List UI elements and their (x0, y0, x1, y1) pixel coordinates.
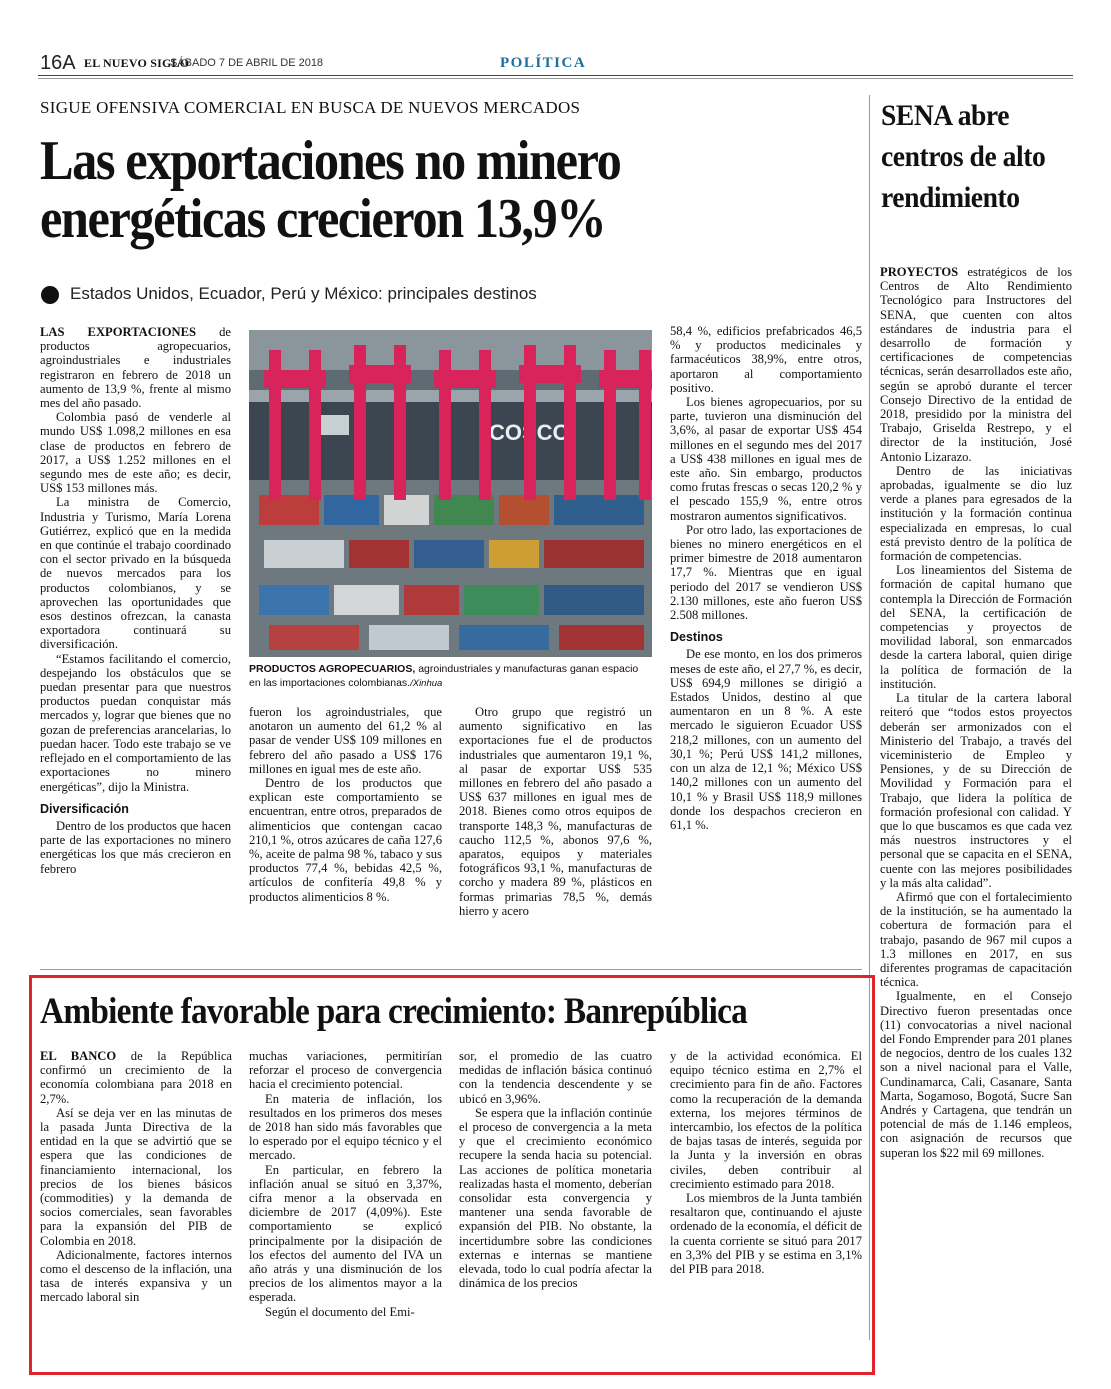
main-col2-p1: fueron los agroindustriales, que anotaron un aumento del 61,2 % al pasar de vender US$ 109 millones en febrero del año pasado a US$ 176 millones en igual mes de este año. (249, 705, 442, 776)
sena-p1-text: estratégicos de los Centros de Alto Rendimiento Tecnológico para Instructores del SENA, que cuenten con altos estándares de industria para el desarrollo de formación y certificaciones de competencias técnicas, serán desarrollados este año, según se aprobó durante el tercer Consejo Directivo de la entidad de 2018, presidido por la ministra del Trabajo, Griselda Restrepo, y el director de la institución, José Antonio Lizarazo. (880, 265, 1072, 464)
sena-body (880, 265, 1072, 1160)
bullet-icon (41, 286, 59, 304)
port-container-photo (249, 330, 652, 657)
ban-lead: EL BANCO (40, 1049, 117, 1063)
ban-column-2 (249, 1049, 442, 1319)
main-col1-p2: Colombia pasó de venderle al mundo US$ 1.098,2 millones en esa clase de productos en febrero de 2017, a US$ 1.252 millones en el segundo mes de este año; es decir, US$ 153 millones más. (40, 410, 231, 496)
ban-col1-p2: Así se deja ver en las minutas de la pasada Junta Directiva de la entidad en la que se advirtió que se espera que las condiciones de financiamiento internacional, los precios de los bienes básicos (commodities) y la demanda de socios comerciales, sean favorables para la expansión del PIB de Colombia en 2018. (40, 1105, 232, 1248)
main-col4-p3: Por otro lado, las exportaciones de bienes no minero energéticos en el primer bimestre de 2018 aumentaron 17,7 %. Mientras que en igual periodo del 2017 se vendieron US$ 2.130 millones, este año fueron US$ 2.508 millones. (670, 522, 862, 623)
subhead-destinos: Destinos (670, 630, 723, 645)
caption-text: agroindustriales y manufacturas ganan espacio en las importaciones colombianas. (249, 663, 639, 689)
header-rule-secondary (38, 78, 1073, 79)
article-kicker: SIGUE OFENSIVA COMERCIAL EN BUSCA DE NUEVOS MERCADOS (40, 98, 581, 117)
caption-lead: PRODUCTOS AGROPECUARIOS, (249, 663, 416, 675)
issue-date: SÁBADO 7 DE ABRIL DE 2018 (170, 57, 324, 69)
banrepublica-headline: Ambiente favorable para crecimiento: Banrepública (40, 991, 748, 1032)
ban-col3-p1: sor, el promedio de las cuatro medidas de inflación básica continuó con la tendencia descendente y se ubicó en 3,96%. (459, 1049, 652, 1106)
main-column-1 (40, 325, 231, 876)
ban-col2-p1: muchas variaciones, permitirían reforzar el proceso de convergencia hacia el crecimiento potencial. (249, 1049, 442, 1092)
sena-lead: PROYECTOS (880, 265, 959, 279)
article-headline: Las exportaciones no minero energéticas crecieron 13,9% (40, 130, 621, 250)
header-rule (38, 75, 1073, 76)
main-col4-p4: De ese monto, en los dos primeros meses de este año, el 27,7 %, es decir, US$ 694,9 millones se dirigió a Estados Unidos, destino al que aumentaron en un 8 %. A este mercado le siguieron Ecuador US$ 218,2 millones, con un aumento del 30,1 %; Perú US$ 141,2 millones, con un alza de 12,1 %; México US$ 140,2 millones con un aumento del 10,1 % y Brasil US$ 118,9 millones donde los despachos crecieron en 61,1 %. (670, 647, 862, 832)
ban-col4-p1: y de la actividad económica. El equipo técnico estima en 2,7% el crecimiento para fin de año. Factores como la recuperación de la demanda externa, los mejores términos de intercambio, los efectos de la política de bajas tasas de interés, seguida por la Junta y la inversión en obras civiles, deben contribuir al crecimiento estimado para 2018. (670, 1049, 862, 1191)
main-column-3 (459, 705, 652, 918)
main-col1-p3: La ministra de Comercio, Industria y Turismo, María Lorena Gutiérrez, explicó que en la medida en que continúe el trabajo coordinado con el sector privado en la búsqueda de nuevos mercados para los productos colombianos, y se aprovechen las oportunidades que esos destinos ofrezcan, la canasta exportadora continuará su diversificación. (40, 495, 231, 652)
page-number: 16A (40, 52, 76, 74)
main-column-2 (249, 705, 442, 904)
sena-p6: Igualmente, en el Consejo Directivo fueron presentadas once (11) convocatorias a nivel nacional del Fondo Emprender para 201 planes de negocios, dentro de los cuales 132 son a nivel nacional para el Valle, Cundinamarca, Cali, Casanare, Santa Marta, Sogamoso, Bogotá, Sucre San Andrés y Cartagena, que tendrán un potencial de más de 1.146 empleos, con asignación de recursos que superan los $22 mil 69 millones. (880, 989, 1072, 1160)
ban-col3-p2: Se espera que la inflación continúe el proceso de convergencia a la meta y que el crecimiento económico recupere la senda hacia su potencial. Las acciones de política monetaria realizadas hasta el momento, deberían consolidar esta convergencia y mantener una senda favorable de expansión del PIB. No obstante, la incertidumbre sobre las condiciones externas e internas se mantiene elevada, todo lo cual podría afectar la dinámica de los precios (459, 1105, 652, 1291)
main-col1-p5: Dentro de los productos que hacen parte de las exportaciones no minero energéticas los que más crecieron en febrero (40, 818, 231, 876)
main-col4-p2: Los bienes agropecuarios, por su parte, tuvieron una disminución del 3,6%, al pasar de exportar US$ 454 millones en el segundo mes del 2017 a US$ 438 millones en igual mes de este año. Sin embargo, productos como frutas frescas o secas 120,2 % y el pescado 155,9 %, entre otros mostraron aumentos significativos. (670, 395, 862, 523)
photo-credit: /Xinhua (410, 678, 443, 689)
ban-column-3 (459, 1049, 652, 1290)
subhead-diversificacion: Diversificación (40, 801, 129, 816)
sena-p4: La titular de la cartera laboral reiteró que “todos estos proyectos deberán ser armonizados con el Ministerio del Trabajo, a través del viceministerio de Empleo y Pensiones, y de su Dirección de Movilidad y Formación para el Trabajo, que lidera la política de formación profesional con calidad. Y que lo que buscamos es que cada vez más nuestros instructores y el personal que se capacita en el SENA, cuente con las mejores posibilidades y la más alta calidad”. (880, 691, 1072, 890)
main-col1-p1-text: de productos agropecuarios, agroindustriales e industriales registraron en febrero de 2018 un aumento de 13,9 %, frente al mismo mes del año pasado. (40, 325, 231, 411)
ban-column-1 (40, 1049, 232, 1305)
main-col3-p1: Otro grupo que registró un aumento significativo en las exportaciones fue el de productos industriales que aumentaron 19,1 %, al pasar de exportar US$ 535 millones en febrero del año pasado a US$ 637 millones en igual mes de 2018. Bienes como otros equipos de transporte 148,3 %, manufacturas de caucho 112,5 %, abonos 97,6 %, aparatos, equipos y materiales fotográficos 93,1 %, manufacturas de corcho y madera 89 %, plásticos en formas primarias 78,5 %, demás hierro y acero (459, 705, 652, 918)
section-label: POLÍTICA (500, 55, 587, 71)
sena-p5: Afirmó que con el fortalecimiento de la institución, se ha aumentado la cobertura de formación para el trabajo, pasando de 967 mil cupos a 1.3 millones en 2017, en sus diferentes programas de capacitación técnica. (880, 889, 1072, 990)
photo-caption (249, 662, 652, 691)
sena-p3: Los lineamientos del Sistema de formación de capital humano que contempla la Dirección de Formación del SENA, la certificación de competencias y proyectos de movilidad laboral, son enmarcados desde la cartera laboral, quien dirige la política de formación de la institución. (880, 563, 1072, 691)
main-col1-p1 (40, 325, 231, 410)
main-column-4 (670, 324, 862, 832)
main-col1-p4: “Estamos facilitando el comercio, despejando los obstáculos que se puedan presentar para que nuestros productos puedan conquistar más mercados y, lograr que bienes que no gozan de preferencias arancelarias, lo puedan hacer. Todo este trabajo se ve reflejado en el comportamiento de las exportaciones no minero energéticas”, dijo la Ministra. (40, 651, 231, 794)
main-lead: LAS EXPORTACIONES (40, 325, 197, 339)
sena-p2: Dentro de las iniciativas aprobadas, igualmente se dio luz verde a planes para egresados de la institución y la formación continua especializada en empresas, lo cual está previsto dentro de la política de formación de competencias. (880, 463, 1072, 564)
main-col4-p1: 58,4 %, edificios prefabricados 46,5 % y productos medicinales y farmacéuticos 38,9%, entre otros, aportaron al comportamiento positivo. (670, 324, 862, 395)
main-col2-p2: Dentro de los productos que explican este comportamiento se encuentran, entre otros, preparados de alimenticios que contengan cacao 210,1 %, otros azúcares de caña 127,6 %, aceite de palma 98 %, tabaco y sus productos 77,4 %, bebidas 42,5 %, artículos de confitería 49,8 % y productos alimenticios 8 %. (249, 776, 442, 904)
ban-column-4 (670, 1049, 862, 1276)
ban-col1-p1 (40, 1049, 232, 1106)
ban-col4-p2: Los miembros de la Junta también resaltaron que, continuando el ajuste ordenado de la economía, el déficit de la cuenta corriente se situó para 2017 en 3,3% del PIB y se estima en 3,1% del PIB para 2018. (670, 1191, 862, 1277)
ban-col2-p3: En particular, en febrero la inflación anual se situó en 3,37%, cifra menor a la observada en diciembre de 2017 (4,09%). Este comportamiento se explicó principalmente por la disipación de los efectos del aumento del IVA un año atrás y una disminución de los precios de los alimentos mayor a la esperada. (249, 1162, 442, 1305)
sena-p1 (880, 265, 1072, 464)
article-subhead: Estados Unidos, Ecuador, Perú y México: principales destinos (70, 284, 537, 303)
ban-col2-p2: En materia de inflación, los resultados en los primeros dos meses de 2018 han sido más favorables que lo esperado por el equipo técnico y el mercado. (249, 1091, 442, 1163)
port-photo-illustration (249, 330, 652, 657)
ban-col2-p4: Según el documento del Emi- (265, 1304, 415, 1319)
sena-headline: SENA abre centros de alto rendimiento (881, 99, 1046, 214)
article-divider (40, 969, 862, 970)
ban-col1-p1-text: de la República confirmó un crecimiento de la economía colombiana para 2018 en 2,7%. (40, 1049, 233, 1106)
ban-col1-p3: Adicionalmente, factores internos como el descenso de la inflación, una tasa de interés expansiva y un mercado laboral sin (40, 1247, 232, 1305)
newspaper-name: EL NUEVO SIGLO (84, 56, 190, 70)
